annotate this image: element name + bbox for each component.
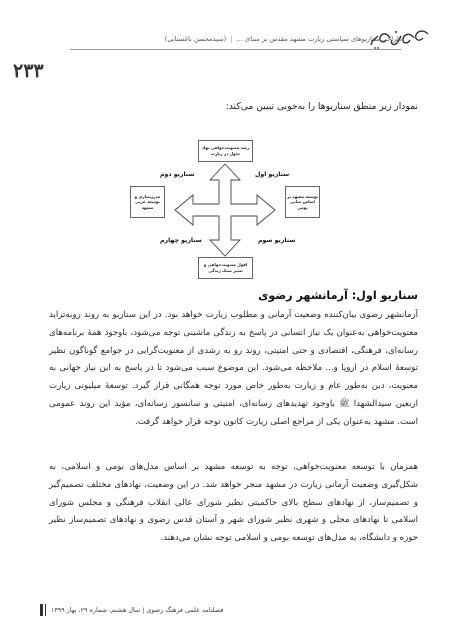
scenario-1-label: سناریو اول	[255, 171, 290, 178]
journal-logo	[370, 26, 432, 52]
footer-bar	[40, 604, 43, 616]
article-title: طراحی سناریوهای سیاستی زیارت مشهد مقدس بر مبنای ...	[236, 35, 402, 43]
running-header	[120, 35, 402, 49]
scenario-diagram	[130, 140, 320, 280]
intro-line: نمودار زیر منطق سناریوها را به‌خوبی تبیین می‌کند:	[225, 101, 418, 112]
top-box: رشد معنویت‌خواهی نهاد تحول در زیارت	[198, 140, 253, 162]
right-box: توسعه مشهد بر اساس مبانی بومی	[285, 186, 320, 218]
paragraph-1: آرمانشهر رضوی بیان‌کننده وضعیت آرمانی و مطلوب زیارت خواهد بود. در این سناریو به‌ روند روبه‌تزاید معنویت‌خواهی به‌عنوان یک نیاز انسانی در پاسخ به زندگی ماشینی توجه می‌شود، باوجود همۀ برنامه‌های رسانه‌ای، فرهنگی، اقتصادی و حتی امنیتی، روند رو به رشدی از معنویت‌گرایی در جوامع گوناگون نظیر توسعۀ اسلام در اروپا و... ملاحظه می‌شود. این موضوع سبب می‌شود تا در پاسخ به این نیاز جهانی به معنویت، دین به‌طور عام و زیارت به‌طور خاص مورد توجه همگانی قرار گیرد. توسعۀ میلیونی زیارت اربعین سیدالشهدا ﷺ باوجود تهدیدهای رسانه‌ای، امنیتی و سانسور رسانه‌ای، مؤید این روند عمومی است. مشهد به‌عنوان یکی از مراجع اصلی زیارت کانون توجه قرار خواهد گرفت.	[49, 310, 418, 427]
scenario-2-label: سناریو دوم	[160, 171, 195, 178]
header-separator: |	[230, 35, 233, 43]
paragraph-2: همزمان با توسعه معنویت‌خواهی، توجه به توسعه مشهد بر اساس مدل‌های بومی و اسلامی، به شکل‌گیری وضعیت آرمانی زیارت در مشهد منجر خواهد شد. در این وضعیت، نهادهای مختلف تصمیم‌گیر و تصمیم‌ساز، از نهادهای سطح بالای حاکمیتی نظیر شورای عالی انقلاب فرهنگی و مجلس شورای اسلامی تا نهادهای محلی و شهری نظیر شورای شهر و آستان قدس رضوی و نهادهای تصمیم‌ساز نظیر حوزه و دانشگاه، به مدل‌های توسعه بومی و اسلامی توجه نشان می‌دهند.	[49, 462, 418, 544]
author-name: (سیدمحسن باغستانی)	[164, 35, 227, 43]
scenario-3-label: سناریو سوم	[258, 237, 296, 244]
header-rule	[70, 49, 401, 50]
page-number: ۲۳۳	[13, 60, 44, 82]
footer-text: فصلنامه علمی فرهنگ رضوی | سال هشتم، شماره ۲۹، بهار ۱۳۹۹	[51, 606, 224, 614]
scenario-4-label: سناریو چهارم	[160, 237, 202, 244]
left-box: مدرن‌سازی و توسعه غربی مشهد	[130, 186, 165, 218]
section-title: سناریو اول: آرمانشهر رضوی	[258, 289, 418, 302]
bottom-box: افول معنویت‌خواهی و تغییر سبک زندگی	[198, 257, 253, 279]
footer-bar-thin	[45, 604, 46, 616]
